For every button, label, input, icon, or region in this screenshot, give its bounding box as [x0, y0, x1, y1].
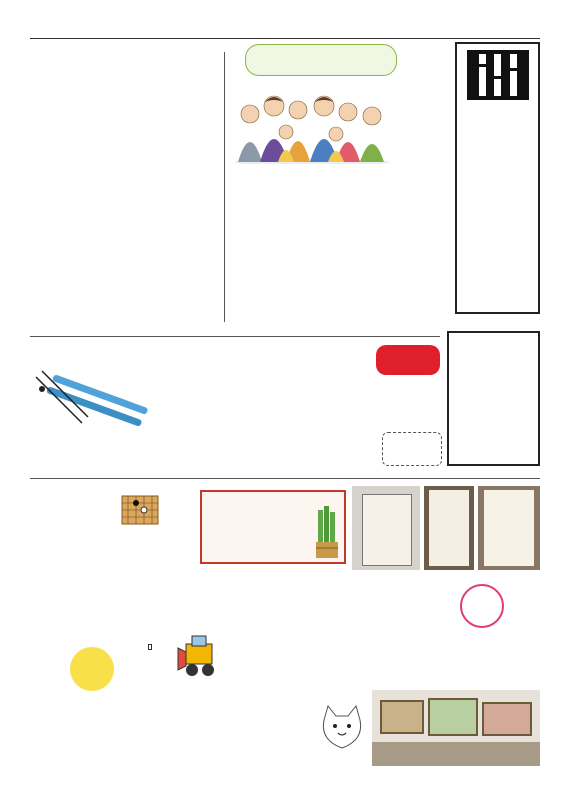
retire-body — [30, 210, 194, 328]
q-event-sub — [383, 436, 441, 438]
header-rule — [30, 38, 540, 39]
bunka-body — [374, 576, 456, 686]
greeting-members — [30, 56, 100, 206]
igo-body — [156, 530, 200, 640]
snow-body — [166, 680, 256, 780]
collection-notice — [447, 331, 540, 466]
igo-team-b — [32, 490, 72, 640]
summer-badge — [376, 345, 440, 375]
family-illustration — [232, 76, 392, 164]
birch-logo-icon — [467, 50, 529, 100]
calligraphy-scroll-1 — [429, 490, 469, 566]
summer-body — [262, 346, 372, 456]
club-name — [148, 644, 152, 650]
exhibit-panel-2 — [428, 698, 478, 736]
section-divider-1 — [30, 336, 440, 337]
exhibit-table — [372, 742, 540, 766]
speech-bubble — [245, 44, 397, 76]
ski-graphic — [32, 345, 152, 427]
exhibit-panel-1 — [380, 700, 424, 734]
members-body — [84, 692, 146, 782]
bubble-text — [246, 45, 396, 53]
calligraphy-photo-2 — [478, 486, 540, 570]
bunka-sign — [362, 494, 412, 566]
column-divider — [224, 52, 225, 322]
snowplow-icon — [176, 634, 224, 678]
main-article-body — [232, 168, 392, 320]
members-badge — [66, 646, 118, 692]
exhibit-photo — [372, 690, 540, 766]
ski-body — [160, 345, 250, 445]
igo-team-a — [76, 490, 116, 640]
masthead — [455, 42, 540, 314]
cotton-body — [262, 600, 358, 700]
thanks-cat-icon — [316, 700, 368, 760]
greeting-body — [104, 56, 170, 206]
summer-badge-line-1 — [376, 345, 440, 348]
calligraphy-photo-1 — [424, 486, 474, 570]
bunka-photo — [352, 486, 420, 570]
newyear-card — [200, 490, 346, 564]
award-badge — [460, 584, 504, 628]
award-body — [456, 632, 540, 686]
q-event-box — [382, 432, 442, 466]
calligraphy-scroll-2 — [484, 490, 534, 566]
section-divider-2 — [30, 478, 540, 479]
igo-board-icon — [120, 488, 160, 528]
kadomatsu-icon — [312, 504, 342, 560]
exhibit-panel-3 — [482, 702, 532, 736]
